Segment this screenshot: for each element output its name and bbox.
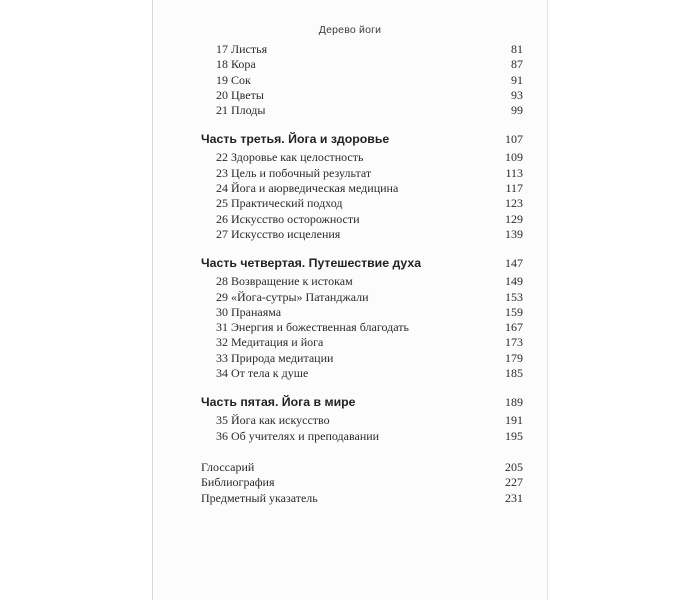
toc-entry[interactable]	[201, 212, 523, 227]
toc-section	[201, 131, 523, 242]
toc-entry[interactable]	[201, 305, 523, 320]
toc-entry[interactable]	[201, 166, 523, 181]
toc-entry[interactable]	[201, 150, 523, 165]
table-of-contents	[201, 42, 523, 506]
toc-entry-title: 21 Плоды	[216, 103, 266, 118]
toc-section	[201, 394, 523, 444]
toc-entry[interactable]	[201, 274, 523, 289]
toc-entry-page: 99	[511, 103, 523, 118]
toc-entry-title: 36 Об учителях и преподавании	[216, 428, 380, 443]
toc-entry-subject-index[interactable]	[201, 491, 523, 506]
toc-entry[interactable]	[201, 103, 523, 118]
toc-entry-page: 93	[511, 87, 523, 102]
toc-entry-title: Глоссарий	[201, 459, 255, 474]
toc-entry-title: Библиография	[201, 475, 275, 490]
toc-part-page: 107	[505, 132, 523, 147]
toc-section	[201, 42, 523, 118]
toc-part-heading[interactable]	[201, 255, 523, 271]
toc-entry-page: 205	[505, 459, 523, 474]
toc-entry-page: 109	[505, 150, 523, 165]
toc-part-page: 147	[505, 256, 523, 271]
toc-entry[interactable]	[201, 57, 523, 72]
toc-entry-page: 139	[505, 226, 523, 241]
toc-entry-page: 149	[505, 274, 523, 289]
toc-entry[interactable]	[201, 290, 523, 305]
toc-entry-title: 26 Искусство осторожности	[216, 211, 360, 226]
book-page	[152, 0, 548, 600]
toc-entry-page: 117	[505, 181, 523, 196]
toc-entry[interactable]	[201, 351, 523, 366]
toc-entry-title: 29 «Йога-сутры» Патанджали	[216, 289, 369, 304]
toc-entry-page: 191	[505, 413, 523, 428]
toc-entry-title: 30 Пранаяма	[216, 304, 282, 319]
toc-part-heading[interactable]	[201, 131, 523, 147]
toc-entry-title: Предметный указатель	[201, 490, 318, 505]
toc-entry-title: 33 Природа медитации	[216, 350, 334, 365]
toc-part-heading[interactable]	[201, 394, 523, 410]
toc-entry-title: 35 Йога как искусство	[216, 413, 330, 428]
toc-entry[interactable]	[201, 320, 523, 335]
toc-entry-page: 195	[505, 428, 523, 443]
toc-entry-page: 227	[505, 475, 523, 490]
toc-appendix	[201, 460, 523, 506]
toc-entry-page: 87	[511, 57, 523, 72]
toc-entry-page: 167	[505, 320, 523, 335]
toc-entry[interactable]	[201, 335, 523, 350]
toc-entry-title: 22 Здоровье как целостность	[216, 150, 364, 165]
toc-entry-title: 32 Медитация и йога	[216, 335, 324, 350]
toc-entry[interactable]	[201, 42, 523, 57]
toc-entry[interactable]	[201, 88, 523, 103]
toc-entry-page: 123	[505, 196, 523, 211]
toc-entry-title: 24 Йога и аюрведическая медицина	[216, 181, 399, 196]
toc-entry-title: 27 Искусство исцеления	[216, 226, 341, 241]
toc-entry-page: 81	[511, 42, 523, 56]
toc-entry-title: 18 Кора	[216, 57, 256, 72]
toc-entry-page: 179	[505, 350, 523, 365]
toc-entry-title: 23 Цель и побочный результат	[216, 165, 372, 180]
toc-entry-page: 153	[505, 289, 523, 304]
toc-entry-title: 31 Энергия и божественная благодать	[216, 320, 409, 335]
toc-entry-title: 20 Цветы	[216, 87, 264, 102]
toc-part-title: Часть пятая. Йога в мире	[201, 395, 356, 410]
toc-entry[interactable]	[201, 429, 523, 444]
toc-part-page: 189	[505, 395, 523, 410]
toc-entry-page: 231	[505, 490, 523, 505]
toc-part-title: Часть четвертая. Путешествие духа	[201, 256, 422, 271]
toc-entry-page: 129	[505, 211, 523, 226]
toc-entry[interactable]	[201, 181, 523, 196]
toc-entry-bibliography[interactable]	[201, 475, 523, 490]
toc-entry[interactable]	[201, 366, 523, 381]
toc-entry[interactable]	[201, 196, 523, 211]
toc-entry-page: 173	[505, 335, 523, 350]
toc-entry-glossary[interactable]	[201, 460, 523, 475]
toc-entry[interactable]	[201, 73, 523, 88]
toc-entry[interactable]	[201, 413, 523, 428]
toc-entry-title: 34 От тела к душе	[216, 366, 309, 381]
running-head: Дерево йоги	[318, 24, 382, 36]
toc-part-title: Часть третья. Йога и здоровье	[201, 132, 390, 147]
toc-section	[201, 255, 523, 381]
toc-entry-title: 25 Практический подход	[216, 196, 343, 211]
toc-entry-page: 185	[505, 366, 523, 381]
toc-entry[interactable]	[201, 227, 523, 242]
toc-entry-title: 19 Сок	[216, 72, 251, 87]
toc-entry-page: 113	[505, 165, 523, 180]
toc-entry-title: 28 Возвращение к истокам	[216, 274, 353, 289]
toc-entry-page: 159	[505, 304, 523, 319]
toc-entry-title: 17 Листья	[216, 42, 268, 56]
toc-entry-page: 91	[511, 72, 523, 87]
